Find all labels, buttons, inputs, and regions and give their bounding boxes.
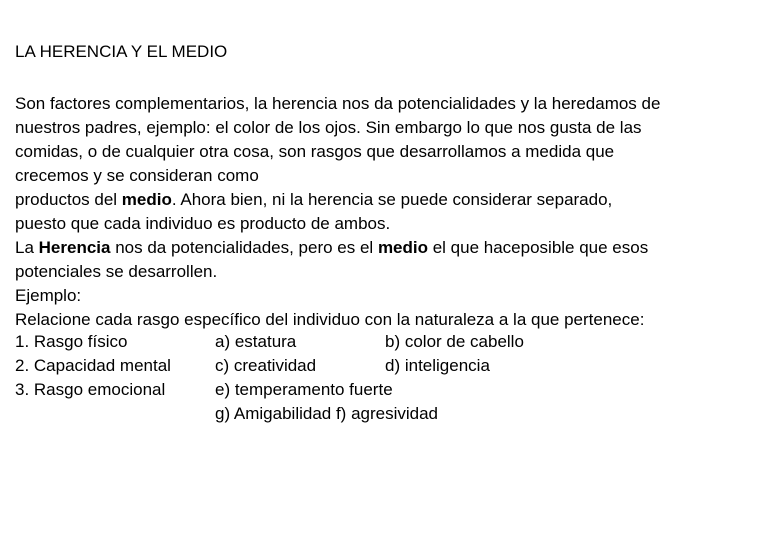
bold-term-medio: medio <box>377 238 428 257</box>
text-segment: nos da potencialidades, pero es el <box>110 238 378 257</box>
paragraph-line: Ejemplo: <box>15 286 82 305</box>
list-item <box>15 378 775 402</box>
text-segment: el que haceposible que esos <box>428 238 649 257</box>
paragraph-line <box>15 188 775 212</box>
bold-term-medio: medio <box>121 190 172 209</box>
option-label: a) estatura <box>215 332 297 351</box>
paragraph-line: comidas, o de cualquier otra cosa, son rasgos que desarrollamos a medida que <box>15 142 615 161</box>
body-paragraph <box>15 92 775 332</box>
option-label: e) temperamento fuerte <box>215 380 393 399</box>
text-segment: productos del <box>15 190 122 209</box>
paragraph-line <box>15 236 775 260</box>
option-label: d) inteligencia <box>385 356 490 375</box>
paragraph-line: nuestros padres, ejemplo: el color de los ojos. Sin embargo lo que nos gusta de las <box>15 118 642 137</box>
option-label: g) Amigabilidad f) agresividad <box>215 404 439 423</box>
trait-label: 2. Capacidad mental <box>15 356 171 375</box>
paragraph-line: crecemos y se consideran como <box>15 166 259 185</box>
list-item <box>15 402 775 426</box>
paragraph-line: Son factores complementarios, la herencia nos da potencialidades y la heredamos de <box>15 94 661 113</box>
document-title: LA HERENCIA Y EL MEDIO <box>15 42 228 61</box>
trait-label: 1. Rasgo físico <box>15 332 128 351</box>
text-segment: La <box>15 238 39 257</box>
text-segment: . Ahora bien, ni la herencia se puede considerar separado, <box>171 190 613 209</box>
option-label: c) creatividad <box>215 356 317 375</box>
bold-term-herencia: Herencia <box>38 238 111 257</box>
list-item <box>15 330 775 354</box>
paragraph-line: Relacione cada rasgo específico del individuo con la naturaleza a la que pertenece: <box>15 310 645 329</box>
option-label: b) color de cabello <box>385 332 524 351</box>
trait-label: 3. Rasgo emocional <box>15 380 166 399</box>
list-item <box>15 354 775 378</box>
matching-list <box>15 330 775 426</box>
paragraph-line: potenciales se desarrollen. <box>15 262 218 281</box>
paragraph-line: puesto que cada individuo es producto de ambos. <box>15 214 391 233</box>
